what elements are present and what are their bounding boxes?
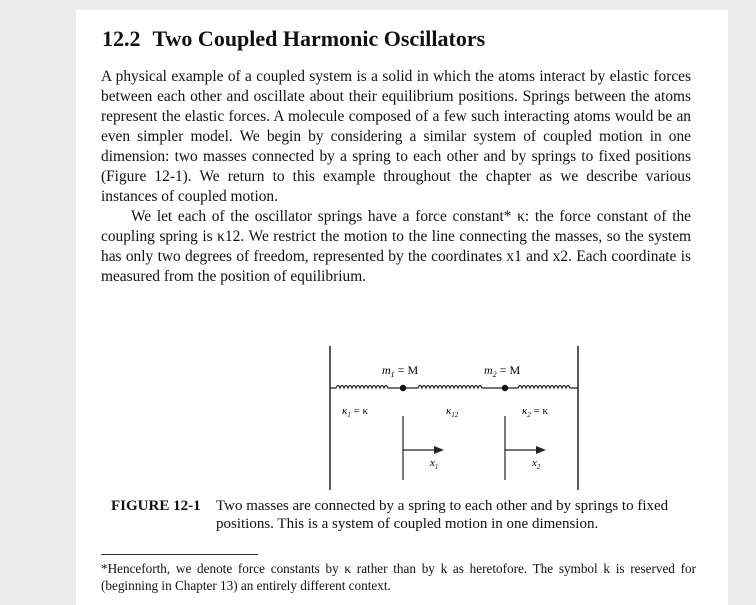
viewer-background-right xyxy=(728,0,756,605)
footnote-rule xyxy=(101,554,258,555)
viewer-background-top xyxy=(0,0,756,10)
coord-1-label: $x_1$ xyxy=(430,457,439,471)
coord-2-label: $x_2$ xyxy=(532,457,541,471)
document-page xyxy=(76,10,728,605)
coord-2-arrowhead xyxy=(536,446,546,454)
caption-text: Two masses are connected by a spring to each other and by springs to fixed positions. This is a system of coupled motion in one dimension. xyxy=(216,498,669,532)
mass-1-label: $m_1 = M$ xyxy=(382,363,419,379)
coord-1-arrowhead xyxy=(434,446,444,454)
mass-2 xyxy=(502,385,508,391)
paragraph-2: We let each of the oscillator springs have a force constant* κ: the force constant of the coupling spring is κ12. We restrict the motion to the line connecting the masses, so the system has only two degrees of freedom, represented by the coordinates x1 and x2. Each coordinate is measured from the position of equilibrium. xyxy=(101,208,691,285)
spring-right xyxy=(508,386,578,389)
spring-2-label: $\kappa_2 = \kappa$ xyxy=(522,405,549,419)
figure-label: FIGURE 12-1 xyxy=(111,498,201,514)
mass-2-label: $m_2 = M$ xyxy=(484,363,521,379)
viewer-background-left xyxy=(0,0,76,605)
footnote: *Henceforth, we denote force constants by κ rather than by k as heretofore. The symbol k is reserved for (beginning in Chapter 13) an entirely different context. xyxy=(101,561,696,593)
spring-left xyxy=(330,386,400,389)
section-number: 12.2 xyxy=(102,26,141,51)
figure-coupled-oscillators xyxy=(326,340,666,490)
spring-1-label: $\kappa_1 = \kappa$ xyxy=(342,405,369,419)
section-title: Two Coupled Harmonic Oscillators xyxy=(152,26,486,51)
spring-coupling xyxy=(406,386,502,389)
spring-12-label: $\kappa_{12}$ xyxy=(446,405,459,419)
body-text xyxy=(101,67,691,287)
paragraph-1: A physical example of a coupled system is a solid in which the atoms interact by elastic forces between each other and oscillate about their equilibrium positions. Springs between the atoms represent the elastic forces. A molecule composed of a few such interacting atoms would be an even simpler model. We begin by considering a similar system of coupled motion in one dimension: two masses connected by a spring to each other and by springs to fixed positions (Figure 12-1). We return to this example throughout the chapter as we describe various instances of coupled motion. xyxy=(101,68,691,205)
mass-1 xyxy=(400,385,406,391)
section-heading xyxy=(102,26,485,52)
